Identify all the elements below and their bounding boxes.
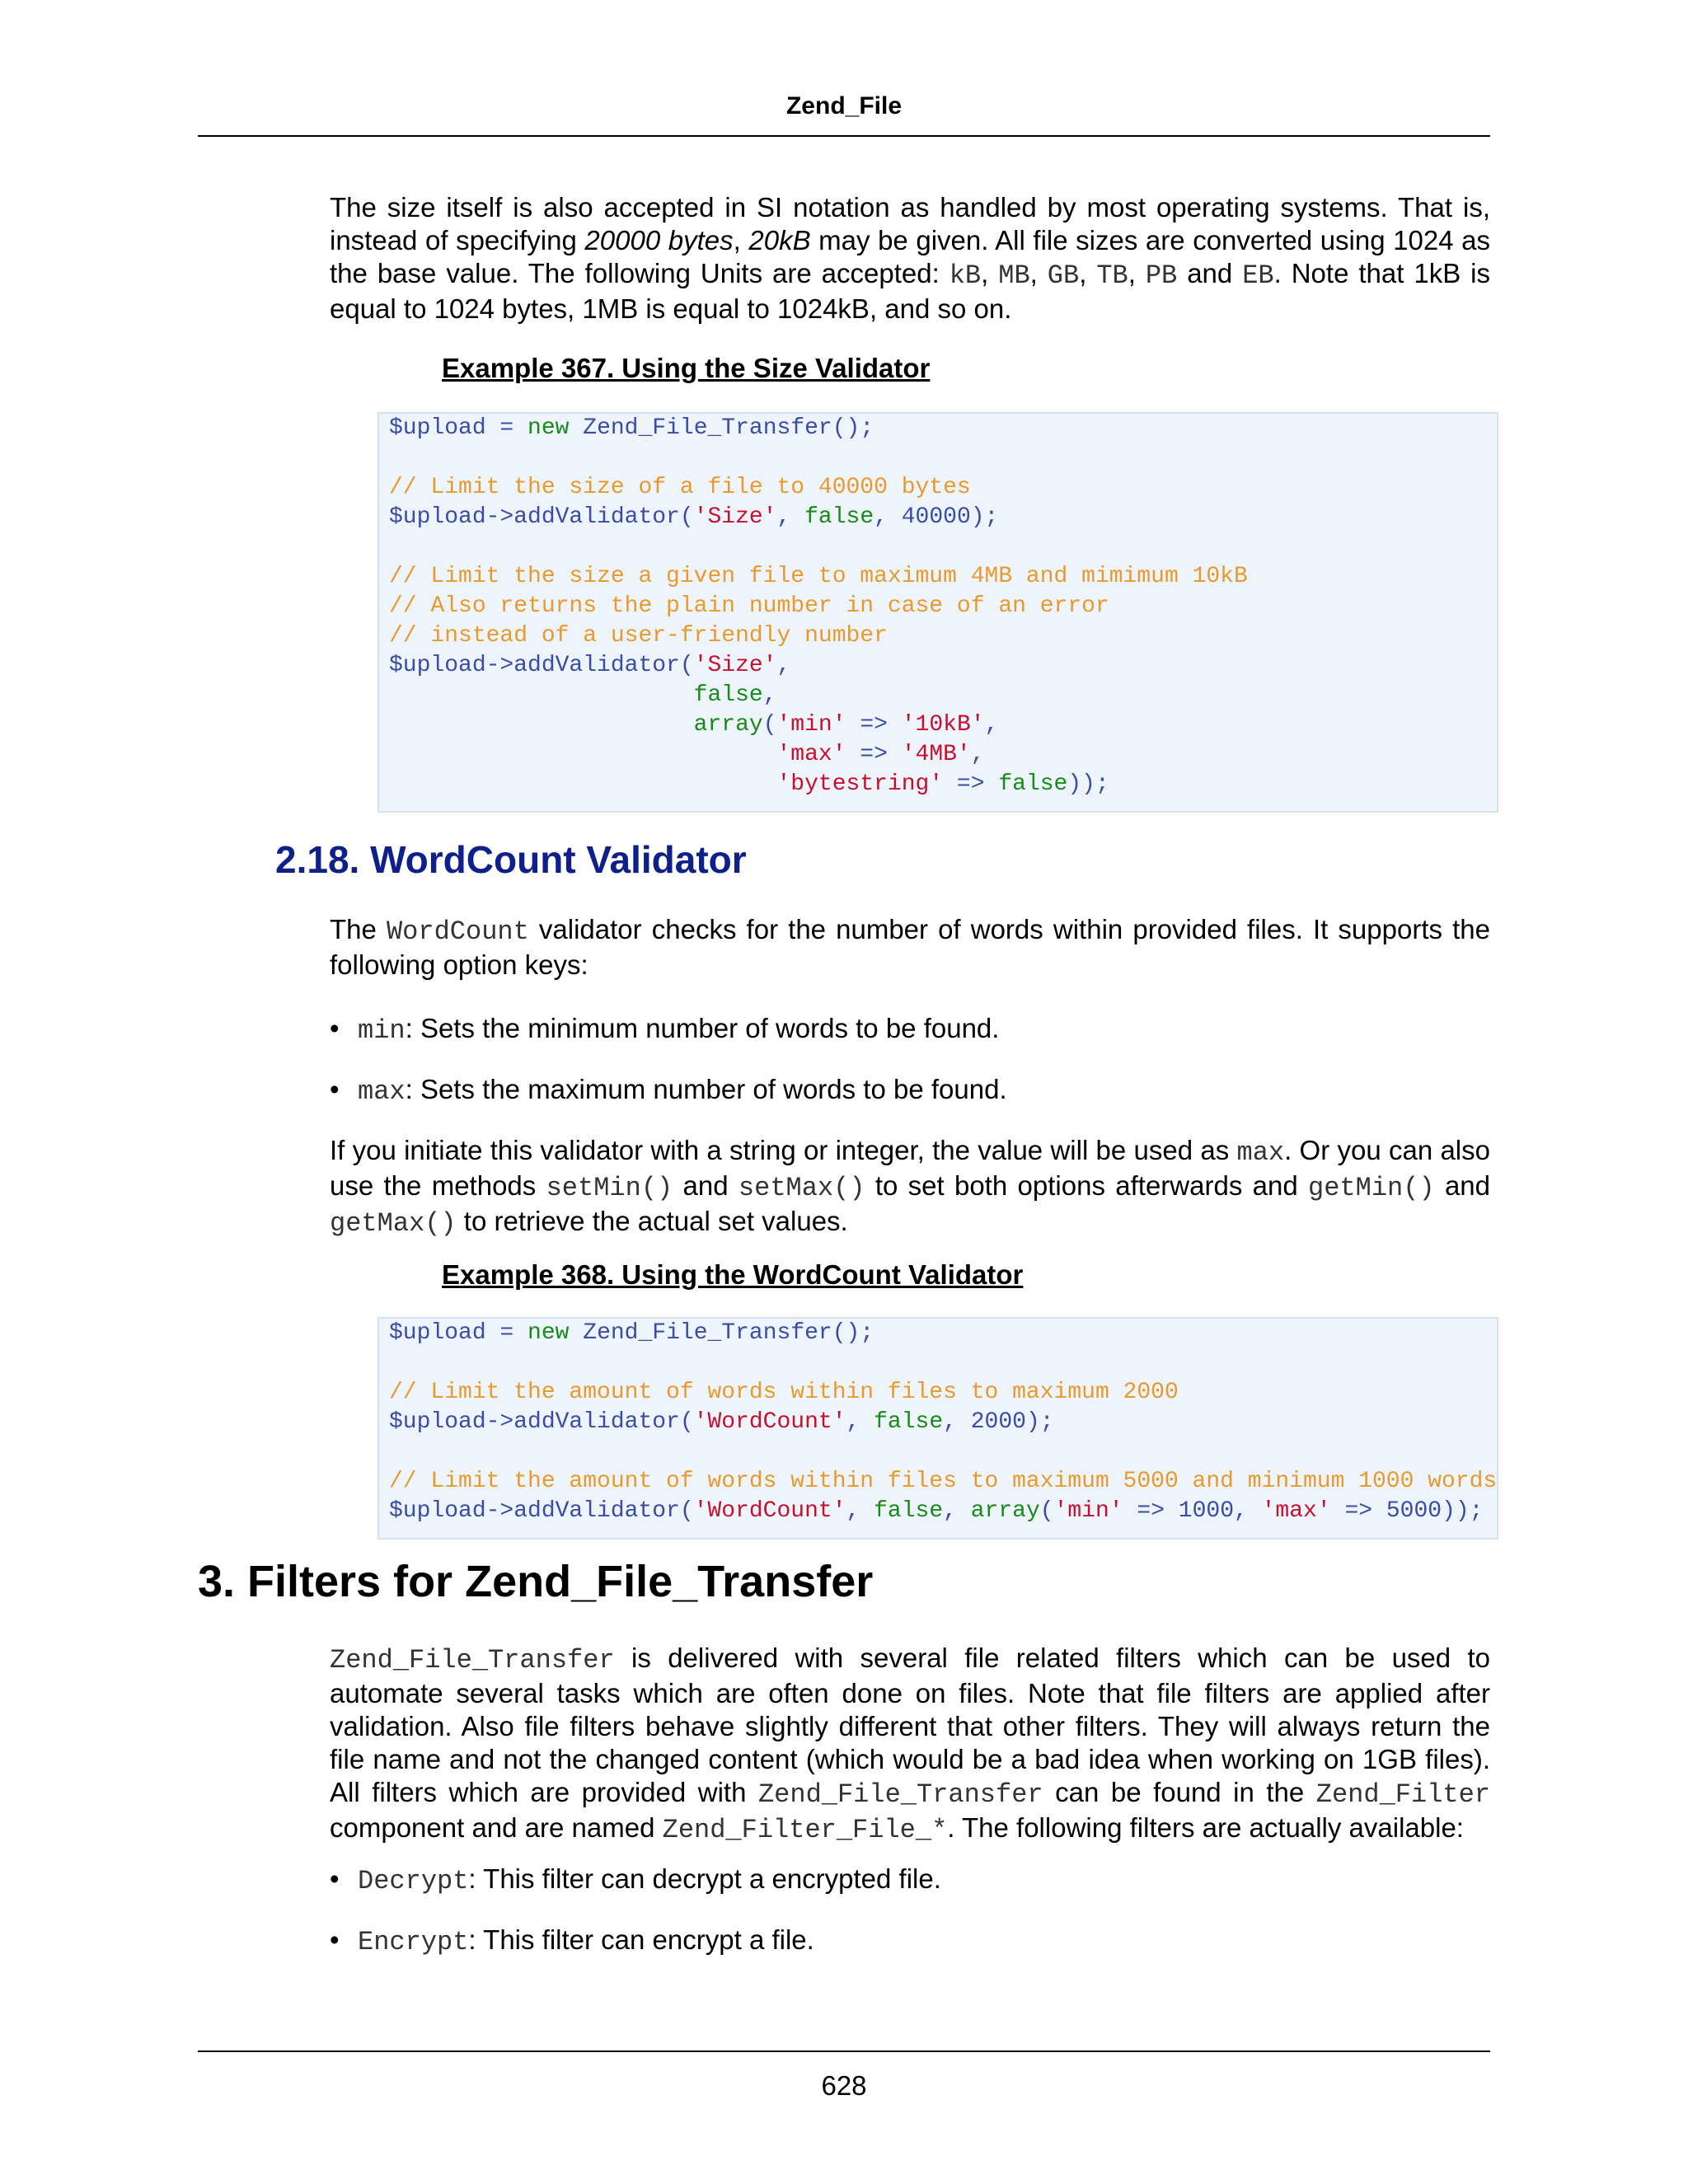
section-2-18-heading: 2.18. WordCount Validator bbox=[275, 838, 747, 881]
list-item-encrypt: • Encrypt: This filter can encrypt a file. bbox=[330, 1924, 814, 1957]
sep-2: , bbox=[1029, 258, 1048, 288]
unit-pb: PB bbox=[1145, 260, 1178, 291]
list-item-decrypt: • Decrypt: This filter can decrypt a encrypted file. bbox=[330, 1863, 941, 1896]
example-367-code-block bbox=[377, 412, 1498, 813]
section-2-18-intro: The WordCount validator checks for the number of words within provided files. It supports the following option keys: bbox=[330, 914, 1490, 980]
section-3-heading: 3. Filters for Zend_File_Transfer bbox=[198, 1557, 874, 1606]
bullet-mark: • bbox=[330, 1074, 340, 1104]
section-2-18-methods-paragraph: If you initiate this validator with a string or integer, the value will be used as max. Or you can also use the methods setMin() and setMax() to set both options afterwards and getMin() and getMax() to retrieve the actual set values. bbox=[330, 1135, 1491, 1239]
intro-emphasis-2: 20kB bbox=[748, 225, 811, 255]
example-368-code: $upload = new Zend_File_Transfer(); // Limit the amount of words within files to maximum 2000 $upload->addValidator('WordCount', false, 2000); // Limit the amount of words within files to maximum 5000 and minimum 1000 words $upload->addValidator('WordCount', false, array('min' => 1000, 'max' => 5000)); bbox=[389, 1320, 1498, 1524]
sep-3: , bbox=[1079, 258, 1097, 288]
page-number: 628 bbox=[821, 2070, 867, 2101]
intro-paragraph bbox=[330, 191, 1490, 326]
example-367-title: Example 367. Using the Size Validator bbox=[442, 353, 931, 383]
bullet-mark: • bbox=[330, 1013, 340, 1043]
code-wordcount: WordCount bbox=[386, 916, 529, 947]
sep-5: and bbox=[1177, 258, 1243, 288]
unit-eb: EB bbox=[1242, 260, 1274, 291]
unit-gb: GB bbox=[1047, 260, 1080, 291]
list-item-min: • min: Sets the minimum number of words to be found. bbox=[330, 1013, 1000, 1046]
unit-mb: MB bbox=[998, 260, 1030, 291]
sep-1: , bbox=[981, 258, 999, 288]
list-item-max: • max: Sets the maximum number of words to be found. bbox=[330, 1074, 1007, 1107]
unit-kb: kB bbox=[949, 260, 982, 291]
intro-text-2: , bbox=[733, 225, 749, 255]
section-3-paragraph: Zend_File_Transfer is delivered with several file related filters which can be used to automate several tasks which are often done on files. Note that file filters are applied after validation. Also file filters behave slightly different that other filters. They will always return the file name and not the changed content (which would be a bad idea when working on 1GB files). All filters which are provided with Zend_File_Transfer can be found in the Zend_Filter component and are named Zend_Filter_File_*. The following filters are actually available: bbox=[330, 1643, 1490, 1845]
unit-tb: TB bbox=[1096, 260, 1128, 291]
intro-text-3: may be given. All file sizes are converted using 1024 as the base value. The following Units are accepted: bbox=[330, 225, 1490, 288]
footer-rule bbox=[198, 2050, 1490, 2052]
example-368-title: Example 368. Using the WordCount Validator bbox=[442, 1259, 1024, 1290]
sep-4: , bbox=[1128, 258, 1146, 288]
example-368-code-block bbox=[377, 1317, 1498, 1540]
header-rule bbox=[198, 135, 1490, 137]
example-367-code: $upload = new Zend_File_Transfer(); // Limit the size of a file to 40000 bytes $upload->addValidator('Size', false, 40000); // Limit the size a given file to maximum 4MB and mimimum 10kB // Also returns the plain number in case of an error // instead of a user-friendly number $upload->addValidator('Size', false, array('min' => '10kB', 'max' => '4MB', 'bytestring' => false)); bbox=[389, 415, 1248, 797]
intro-text-1: The size itself is also accepted in SI notation as handled by most operating systems. That is, instead of specifying bbox=[330, 192, 1490, 255]
intro-emphasis-1: 20000 bytes bbox=[584, 225, 734, 255]
intro-text-4: . Note that 1kB is equal to 1024 bytes, 1MB is equal to 1024kB, and so on. bbox=[330, 258, 1491, 324]
bullet-mark: • bbox=[330, 1863, 340, 1894]
bullet-mark: • bbox=[330, 1924, 340, 1955]
running-header: Zend_File bbox=[785, 92, 903, 120]
